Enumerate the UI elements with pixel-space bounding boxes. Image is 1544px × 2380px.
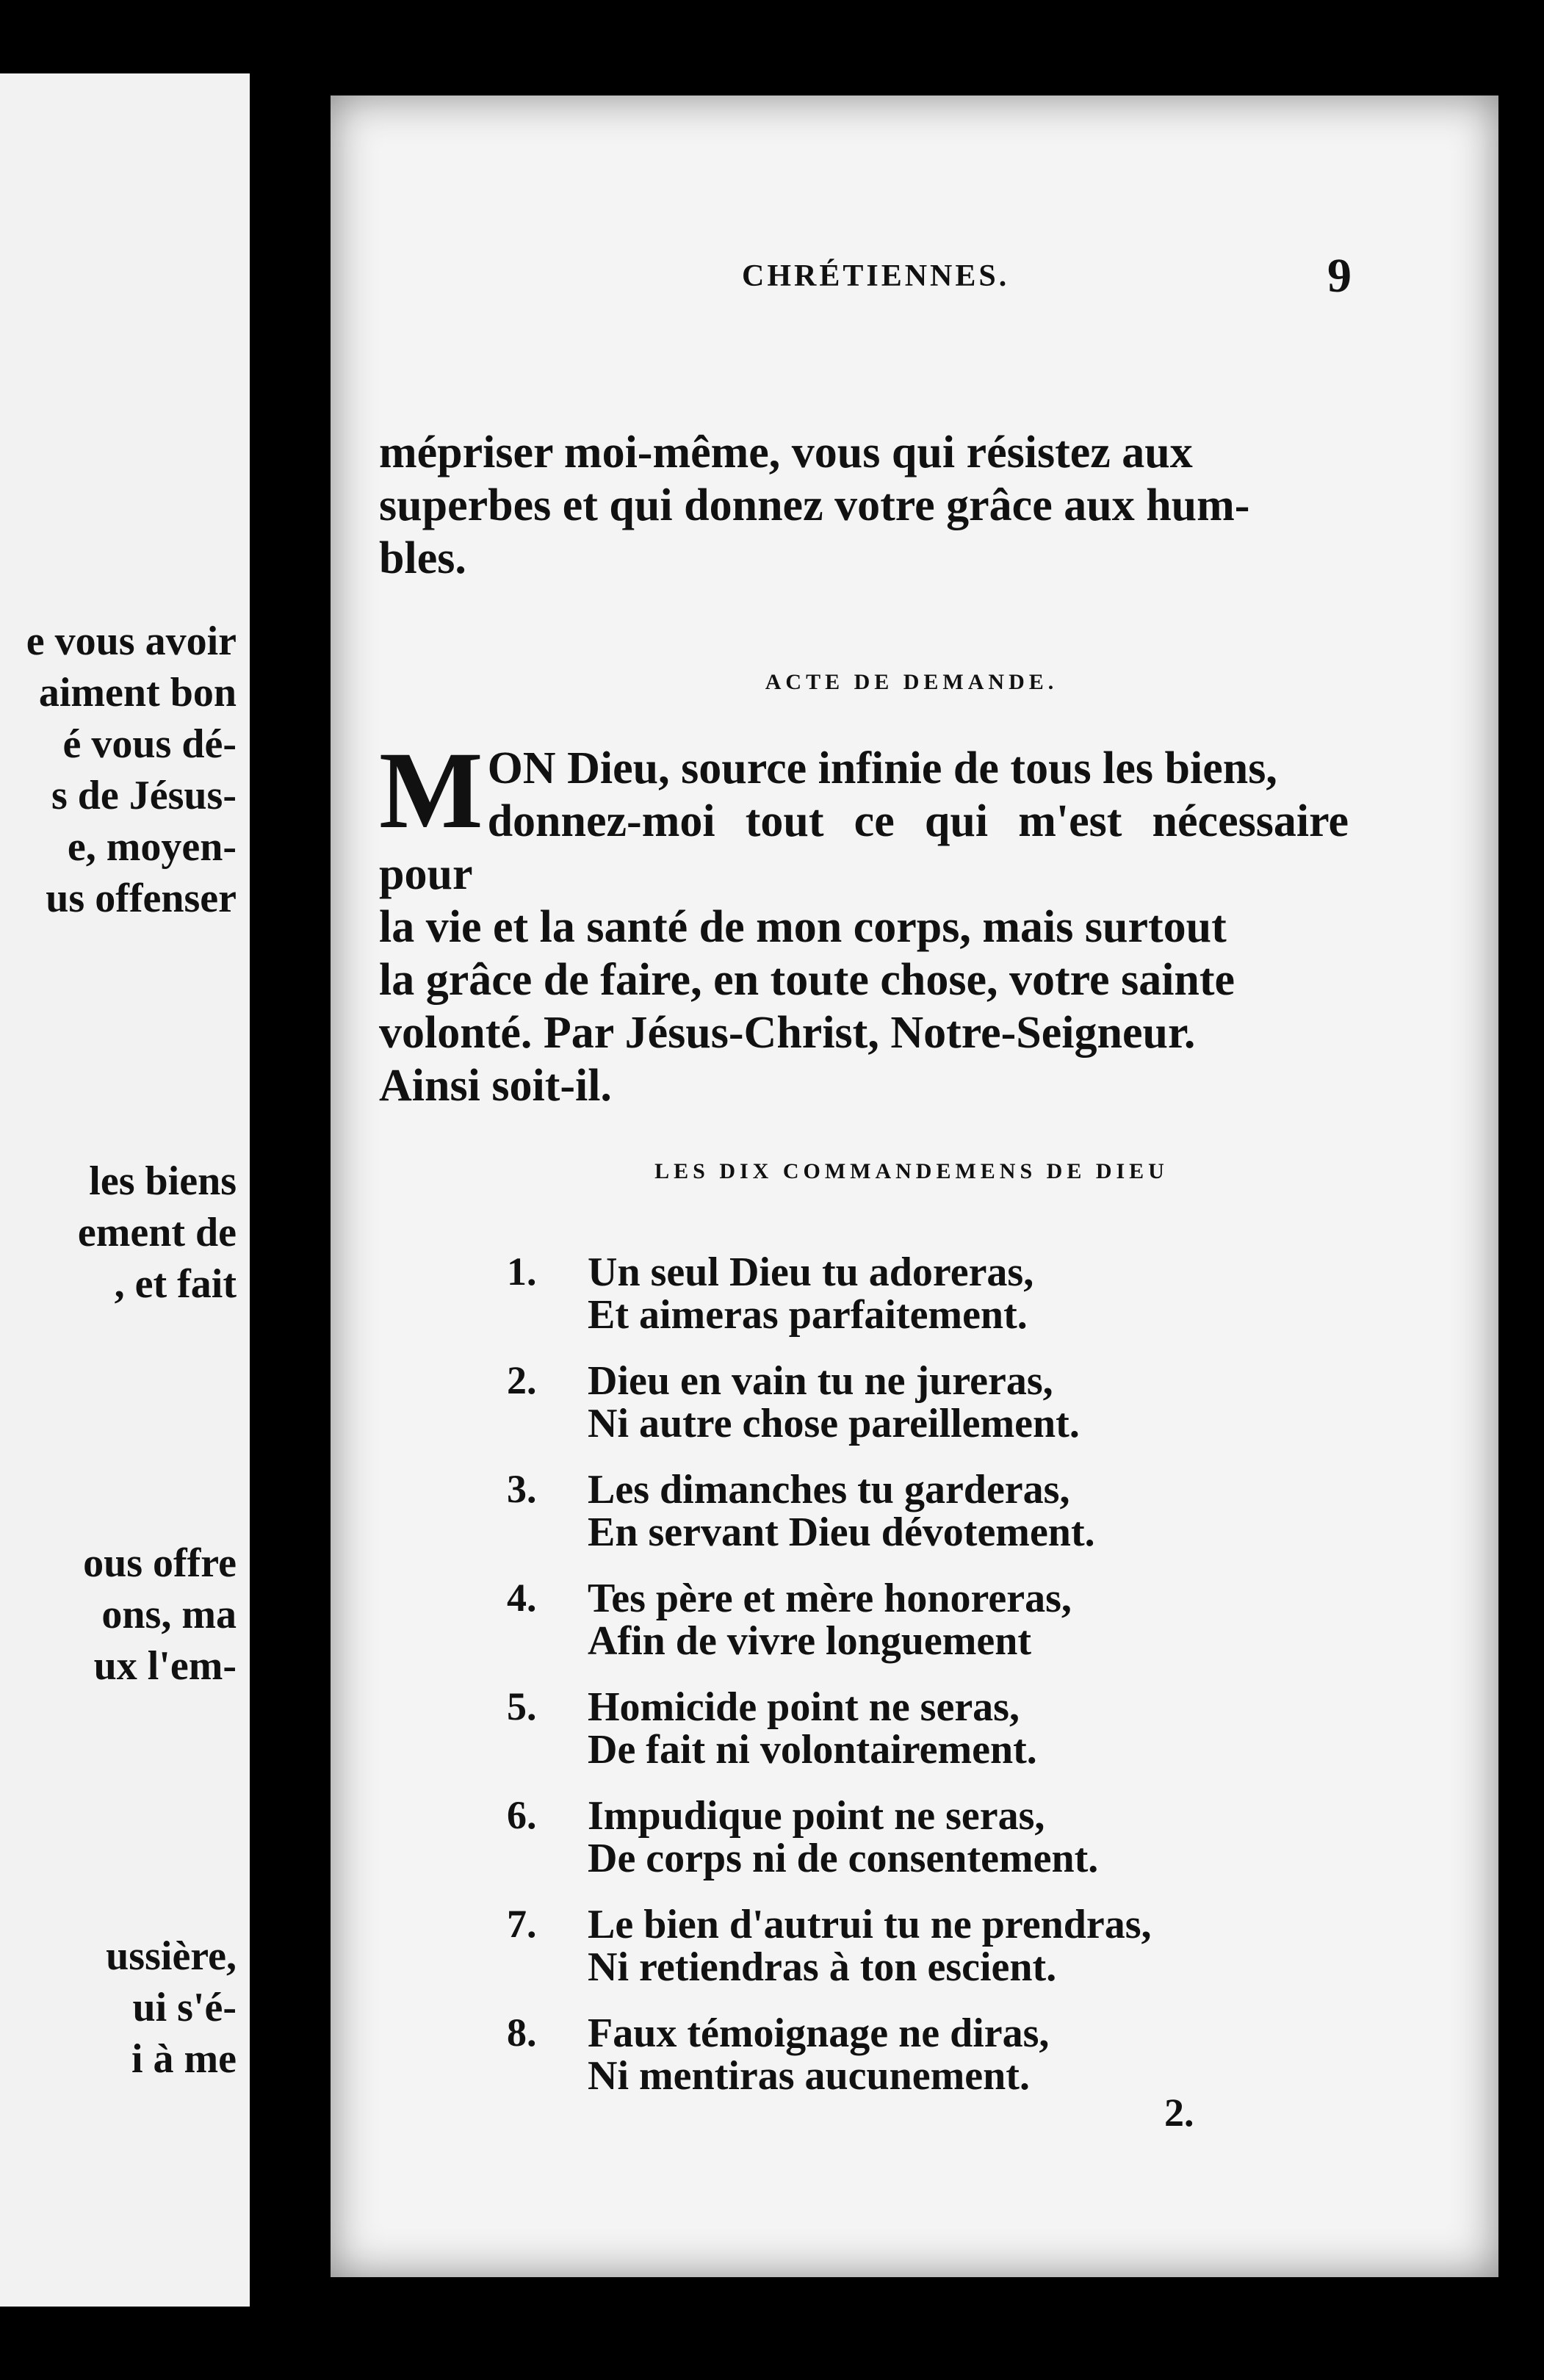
commandment-number: 4. bbox=[507, 1576, 537, 1620]
commandment-line: Les dimanches tu garderas, bbox=[588, 1467, 1070, 1512]
commandment-number: 3. bbox=[507, 1467, 537, 1511]
text-line: bles. bbox=[379, 533, 466, 583]
left-line: é vous dé- bbox=[62, 721, 237, 767]
left-line: ons, ma bbox=[101, 1592, 237, 1637]
text-line: donnez-moi tout ce qui m'est nécessaire pour bbox=[379, 796, 1349, 899]
left-line: les biens bbox=[89, 1158, 237, 1204]
commandment-line: De corps ni de consentement. bbox=[588, 1836, 1099, 1881]
drop-cap: M bbox=[379, 729, 483, 851]
commandment-line: Ni mentiras aucunement. bbox=[588, 2053, 1030, 2099]
commandment-number: 2. bbox=[507, 1358, 537, 1402]
commandment-number: 6. bbox=[507, 1793, 537, 1837]
commandment-line: Un seul Dieu tu adoreras, bbox=[588, 1250, 1034, 1295]
left-line: us offenser bbox=[46, 876, 237, 921]
left-line: ux l'em- bbox=[93, 1643, 237, 1689]
commandment-line: Homicide point ne seras, bbox=[588, 1684, 1020, 1730]
left-line: , et fait bbox=[114, 1261, 237, 1307]
text-line: mépriser moi-même, vous qui résistez aux bbox=[379, 428, 1193, 477]
left-page bbox=[0, 73, 250, 2307]
intro-paragraph bbox=[379, 426, 1349, 585]
commandment-line: Dieu en vain tu ne jureras, bbox=[588, 1358, 1053, 1404]
commandment-number: 1. bbox=[507, 1250, 537, 1294]
commandment-line: Ni autre chose pareillement. bbox=[588, 1401, 1080, 1446]
commandment-line: Le bien d'autrui tu ne prendras, bbox=[588, 1902, 1152, 1947]
text-line: la vie et la santé de mon corps, mais surtout bbox=[379, 902, 1227, 952]
commandment-line: Impudique point ne seras, bbox=[588, 1793, 1045, 1839]
left-line: aiment bon bbox=[38, 670, 237, 715]
commandment-line: Faux témoignage ne diras, bbox=[588, 2011, 1050, 2056]
running-title: CHRÉTIENNES. bbox=[742, 259, 1010, 293]
page-number: 9 bbox=[1327, 249, 1352, 303]
commandment-number: 7. bbox=[507, 1902, 537, 1946]
commandment-line: En servant Dieu dévotement. bbox=[588, 1510, 1095, 1555]
left-line: i à me bbox=[131, 2036, 237, 2082]
text-line: volonté. Par Jésus-Christ, Notre-Seigneur. bbox=[379, 1008, 1196, 1058]
left-line: e, moyen- bbox=[67, 824, 237, 870]
commandment-line: Tes père et mère honoreras, bbox=[588, 1576, 1072, 1621]
commandment-line: Ni retiendras à ton escient. bbox=[588, 1944, 1057, 1990]
left-line: ous offre bbox=[83, 1540, 237, 1586]
commandment-number: 5. bbox=[507, 1684, 537, 1728]
signature-mark: 2. bbox=[1164, 2091, 1194, 2135]
left-line: s de Jésus- bbox=[51, 773, 237, 818]
left-line: e vous avoir bbox=[26, 619, 237, 664]
left-line: ussière, bbox=[106, 1933, 237, 1979]
commandment-line: Afin de vivre longuement bbox=[588, 1618, 1032, 1664]
acte-heading: ACTE DE DEMANDE. bbox=[765, 670, 1058, 694]
left-line: ement de bbox=[77, 1210, 237, 1255]
text-line: superbes et qui donnez votre grâce aux hum- bbox=[379, 480, 1250, 530]
left-line: ui s'é- bbox=[132, 1985, 237, 2030]
commandment-line: Et aimeras parfaitement. bbox=[588, 1292, 1028, 1338]
commandment-number: 8. bbox=[507, 2011, 537, 2055]
prayer-paragraph bbox=[379, 729, 1349, 1112]
text-line: la grâce de faire, en toute chose, votre sainte bbox=[379, 955, 1235, 1005]
commandment-line: De fait ni volontairement. bbox=[588, 1727, 1037, 1773]
commandments-heading: LES DIX COMMANDEMENS DE DIEU bbox=[654, 1159, 1169, 1183]
text-line: ON Dieu, source infinie de tous les biens, bbox=[487, 743, 1277, 793]
text-line: Ainsi soit-il. bbox=[379, 1061, 612, 1111]
